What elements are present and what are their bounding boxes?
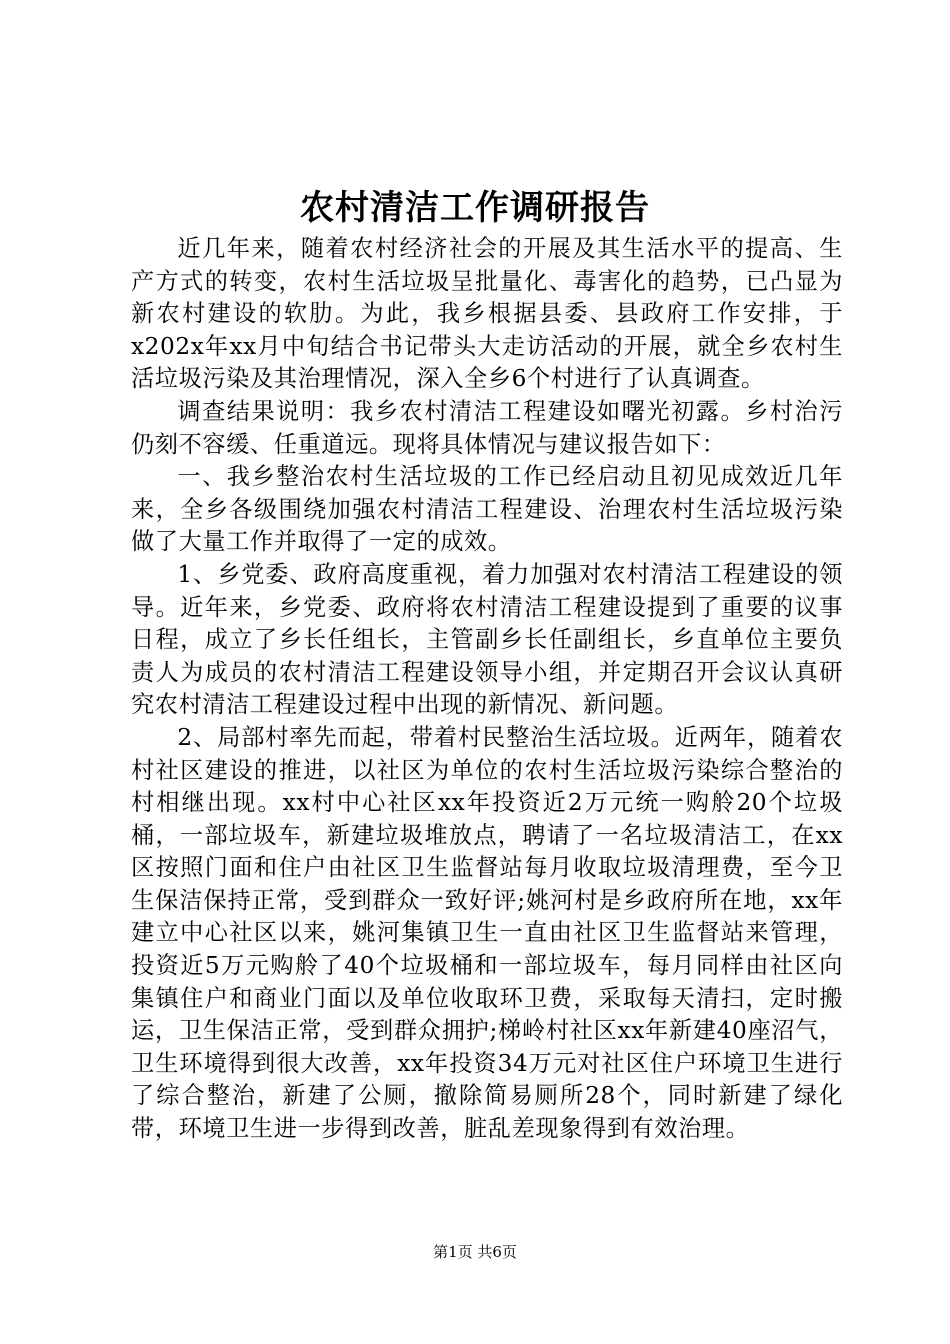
paragraph-findings: 调查结果说明：我乡农村清洁工程建设如曙光初露。乡村治污仍刻不容缓、任重道远。现将具体情况与建议报告如下： bbox=[131, 397, 843, 458]
paragraph-intro: 近几年来，随着农村经济社会的开展及其生活水平的提高、生产方式的转变，农村生活垃圾呈批量化、毒害化的趋势，已凸显为新农村建设的软肋。为此，我乡根据县委、县政府工作安排，于x202x年xx月中旬结合书记带头大走访活动的开展，就全乡农村生活垃圾污染及其治理情况，深入全乡6个村进行了认真调查。 bbox=[131, 235, 843, 393]
paragraph-item-one: 1、乡党委、政府高度重视，着力加强对农村清洁工程建设的领导。近年来，乡党委、政府将农村清洁工程建设提到了重要的议事日程，成立了乡长任组长，主管副乡长任副组长，乡直单位主要负责人为成员的农村清洁工程建设领导小组，并定期召开会议认真研究农村清洁工程建设过程中出现的新情况、新问题。 bbox=[131, 560, 843, 719]
page-footer: 第1页 共6页 bbox=[433, 1243, 517, 1261]
document-body bbox=[131, 233, 843, 1146]
document-title: 农村清洁工作调研报告 bbox=[300, 188, 650, 228]
paragraph-item-two: 2、局部村率先而起，带着村民整治生活垃圾。近两年，随着农村社区建设的推进，以社区为单位的农村生活垃圾污染综合整治的村相继出现。xx村中心社区xx年投资近2万元统一购舲20个垃圾桶，一部垃圾车，新建垃圾堆放点，聘请了一名垃圾清洁工，在xx区按照门面和住户由社区卫生监督站每月收取垃圾清理费，至今卫生保洁保持正常，受到群众一致好评;姚河村是乡政府所在地，xx年建立中心社区以来，姚河集镇卫生一直由社区卫生监督站来管理，投资近5万元购舲了40个垃圾桶和一部垃圾车，每月同样由社区向集镇住户和商业门面以及单位收取环卫费，采取每天清扫，定时搬运，卫生保洁正常，受到群众拥护;梯岭村社区xx年新建40座沼气，卫生环境得到很大改善，xx年投资34万元对社区住户环境卫生进行了综合整治，新建了公厕，撤除简易厕所28个，同时新建了绿化带，环境卫生进一步得到改善，脏乱差现象得到有效治理。 bbox=[131, 723, 843, 1143]
paragraph-section-one: 一、我乡整治农村生活垃圾的工作已经启动且初见成效近几年来，全乡各级围绕加强农村清洁工程建设、治理农村生活垃圾污染做了大量工作并取得了一定的成效。 bbox=[131, 463, 843, 556]
